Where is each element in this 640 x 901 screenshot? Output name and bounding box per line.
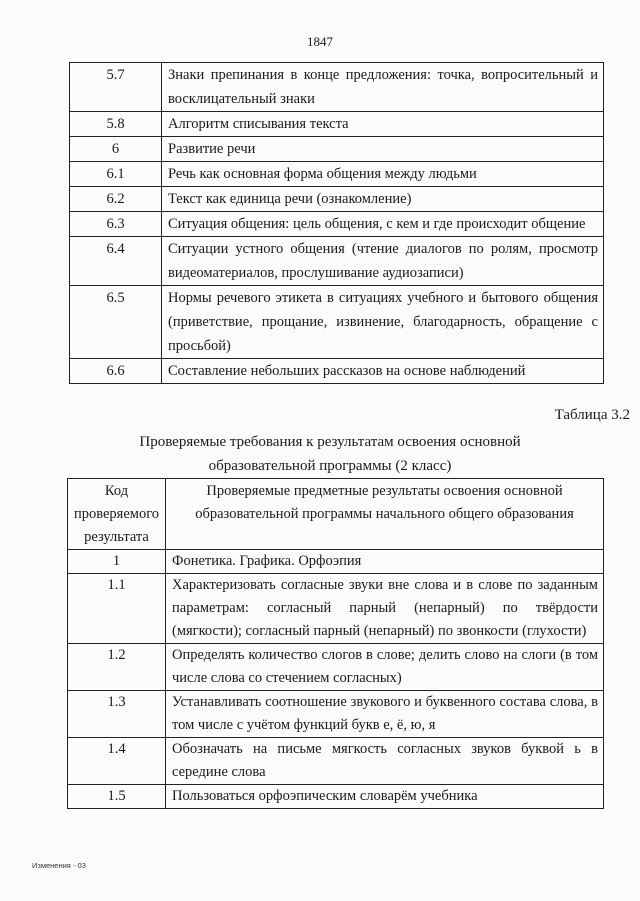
row-code: 6.3 bbox=[70, 212, 162, 237]
footer-revision: Изменения - 03 bbox=[32, 861, 86, 870]
row-code: 1 bbox=[68, 550, 166, 574]
row-code: 1.5 bbox=[68, 785, 166, 809]
row-code: 1.3 bbox=[68, 691, 166, 738]
table-title-line: Проверяемые требования к результатам освоения основной bbox=[139, 434, 521, 450]
row-code: 1.2 bbox=[68, 644, 166, 691]
row-code: 1.1 bbox=[68, 574, 166, 644]
table-row bbox=[70, 237, 604, 286]
table-row bbox=[70, 286, 604, 359]
table-row bbox=[68, 550, 604, 574]
table-title bbox=[60, 430, 600, 478]
row-code: 5.7 bbox=[70, 63, 162, 112]
table-label: Таблица 3.2 bbox=[554, 407, 630, 423]
table-row bbox=[70, 359, 604, 384]
header-code: Код проверяемого результата bbox=[68, 479, 166, 550]
page-number: 1847 bbox=[307, 34, 333, 49]
row-code: 6.1 bbox=[70, 162, 162, 187]
row-code: 6.6 bbox=[70, 359, 162, 384]
row-text: Нормы речевого этикета в ситуациях учебного и бытового общения (приветствие, прощание, извинение, благодарность, обращение с просьбой) bbox=[162, 286, 604, 359]
row-text: Составление небольших рассказов на основе наблюдений bbox=[162, 359, 604, 384]
table-row bbox=[70, 63, 604, 112]
row-text: Определять количество слогов в слове; делить слово на слоги (в том числе слова со стечением согласных) bbox=[166, 644, 604, 691]
requirements-table bbox=[67, 478, 604, 809]
row-code: 6.2 bbox=[70, 187, 162, 212]
row-code: 6 bbox=[70, 137, 162, 162]
table-row bbox=[68, 574, 604, 644]
curriculum-table-continued bbox=[69, 62, 604, 384]
row-code: 6.4 bbox=[70, 237, 162, 286]
table-row bbox=[70, 137, 604, 162]
row-text: Развитие речи bbox=[162, 137, 604, 162]
row-code: 5.8 bbox=[70, 112, 162, 137]
row-text: Обозначать на письме мягкость согласных звуков буквой ь в середине слова bbox=[166, 738, 604, 785]
table-row bbox=[68, 738, 604, 785]
row-code: 6.5 bbox=[70, 286, 162, 359]
row-code: 1.4 bbox=[68, 738, 166, 785]
row-text: Устанавливать соотношение звукового и буквенного состава слова, в том числе с учётом функций букв е, ё, ю, я bbox=[166, 691, 604, 738]
row-text: Ситуации устного общения (чтение диалогов по ролям, просмотр видеоматериалов, прослушивание аудиозаписи) bbox=[162, 237, 604, 286]
table-title-line: образовательной программы (2 класс) bbox=[208, 458, 452, 474]
row-text: Ситуация общения: цель общения, с кем и где происходит общение bbox=[162, 212, 604, 237]
table-row bbox=[68, 644, 604, 691]
row-text: Характеризовать согласные звуки вне слова и в слове по заданным параметрам: согласный парный (непарный) по твёрдости (мягкости); согласный парный (непарный) по звонкости (глухости) bbox=[166, 574, 604, 644]
table-row bbox=[70, 112, 604, 137]
row-text: Алгоритм списывания текста bbox=[162, 112, 604, 137]
row-text: Речь как основная форма общения между людьми bbox=[162, 162, 604, 187]
table-row bbox=[68, 691, 604, 738]
table-row bbox=[68, 785, 604, 809]
table-row bbox=[70, 162, 604, 187]
row-text: Пользоваться орфоэпическим словарём учебника bbox=[166, 785, 604, 809]
row-text: Текст как единица речи (ознакомление) bbox=[162, 187, 604, 212]
row-text: Знаки препинания в конце предложения: точка, вопросительный и восклицательный знаки bbox=[162, 63, 604, 112]
table-row bbox=[70, 187, 604, 212]
table-row bbox=[70, 212, 604, 237]
table-header-row bbox=[68, 479, 604, 550]
header-results: Проверяемые предметные результаты освоения основной образовательной программы начального общего образования bbox=[166, 479, 604, 550]
row-text: Фонетика. Графика. Орфоэпия bbox=[166, 550, 604, 574]
